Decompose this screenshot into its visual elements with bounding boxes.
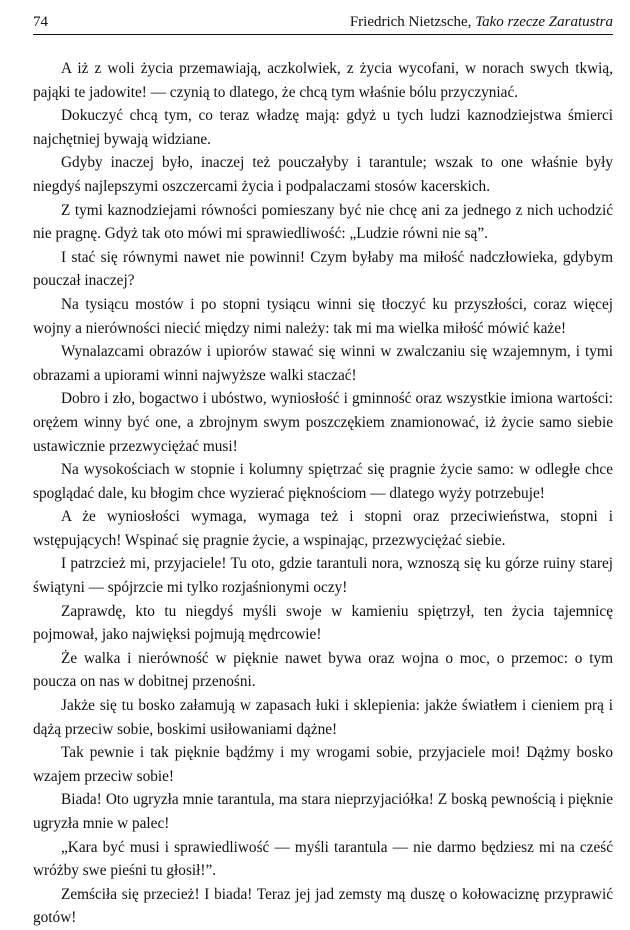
paragraph: Na tysiącu mostów i po stopni tysiącu winni się tłoczyć ku przyszłości, coraz więcej wojny a nierówności niecić między nimi należy: tak mi ma wielka miłość mówić każe! <box>33 295 613 337</box>
paragraph: I stać się równymi nawet nie powinni! Czym byłaby ma miłość nadczłowieka, gdybym pouczał inaczej? <box>33 248 613 290</box>
paragraph: Zemściła się przecież! I biada! Teraz jej jad zemsty mą duszę o kołowaciznę przyprawić gotów! <box>33 885 613 927</box>
paragraph: Z tymi kaznodziejami równości pomieszany być nie chcę ani za jednego z nich uchodzić nie pragnę. Gdyż tak oto mówi mi sprawiedliwość: „Ludzie równi nie są”. <box>33 201 613 243</box>
work-title: Tako rzecze Zaratustra <box>475 14 613 30</box>
author-name: Friedrich Nietzsche, <box>349 14 472 30</box>
paragraph: Tak pewnie i tak pięknie bądźmy i my wrogami sobie, przyjaciele moi! Dążmy bosko wzajem przeciw sobie! <box>33 744 613 785</box>
paragraph: Dokuczyć chcą tym, co teraz władzę mają: gdyż u tych ludzi kaznodziejstwa śmierci najchętniej bywają widziane. <box>33 107 613 148</box>
page-number: 74 <box>33 14 48 30</box>
paragraph: Że walka i nierówność w pięknie nawet bywa oraz wojna o moc, o przemoc: o tym poucza on nas w dobitnej przenośni. <box>33 649 613 691</box>
running-title <box>350 14 613 31</box>
paragraph: Na wysokościach w stopnie i kolumny spiętrzać się pragnie życie samo: w odległe chce spoglądać dale, ku błogim chce wyzierać pięknościom — dlatego wyży potrzebuje! <box>33 461 613 502</box>
paragraph: Zaprawdę, kto tu niegdyś myśli swoje w kamieniu spiętrzył, ten życia tajemnicę pojmował, jako najwięksi pojmują mędrcowie! <box>33 602 613 644</box>
paragraph: I patrzcież mi, przyjaciele! Tu oto, gdzie tarantuli nora, wznoszą się ku górze ruiny starej świątyni — spójrzcie mi tylko rozjaśnionymi oczy! <box>33 555 613 597</box>
running-header <box>33 14 613 35</box>
paragraph: A iż z woli życia przemawiają, aczkolwiek, z życia wycofani, w norach swych tkwią, pająki te jadowite! — czynią to dlatego, że chcą tym właśnie bólu przyczyniać. <box>33 60 613 101</box>
paragraph: Gdyby inaczej było, inaczej też pouczałyby i tarantule; wszak to one właśnie były niegdyś najlepszymi oszczercami życia i podpalaczami stosów kacerskich. <box>33 154 613 195</box>
paragraph: Dobro i zło, bogactwo i ubóstwo, wyniosłość i gminność oraz wszystkie imiona wartości: orężem winny być one, a zbrojnym swym poszczękiem znamionować, iż życie samo siebie ustawicznie przezwyciężać musi! <box>33 390 613 455</box>
paragraph: Wynalazcami obrazów i upiorów stawać się winni w zwalczaniu się wzajemnym, i tymi obrazami a upiorami winni najwyższe walki staczać! <box>33 343 613 384</box>
paragraph: Jakże się tu bosko załamują w zapasach łuki i sklepienia: jakże światłem i cieniem prą i dążą przeciw sobie, boskimi usiłowaniami dążne! <box>33 697 613 738</box>
paragraph: „Kara być musi i sprawiedliwość — myśli tarantula — nie darmo będziesz mi na cześć wróżby swe pieśni tu głosił!”. <box>33 838 613 880</box>
text-body <box>33 57 613 930</box>
paragraph: A że wyniosłości wymaga, wymaga też i stopni oraz przeciwieństwa, stopni i wstępujących! Wspinać się pragnie życie, a wspinając, przezwyciężać siebie. <box>33 508 613 549</box>
paragraph: Biada! Oto ugryzła mnie tarantula, ma stara nieprzyjaciółka! Z boską pewnością i pięknie ugryzła mnie w palec! <box>33 791 613 832</box>
